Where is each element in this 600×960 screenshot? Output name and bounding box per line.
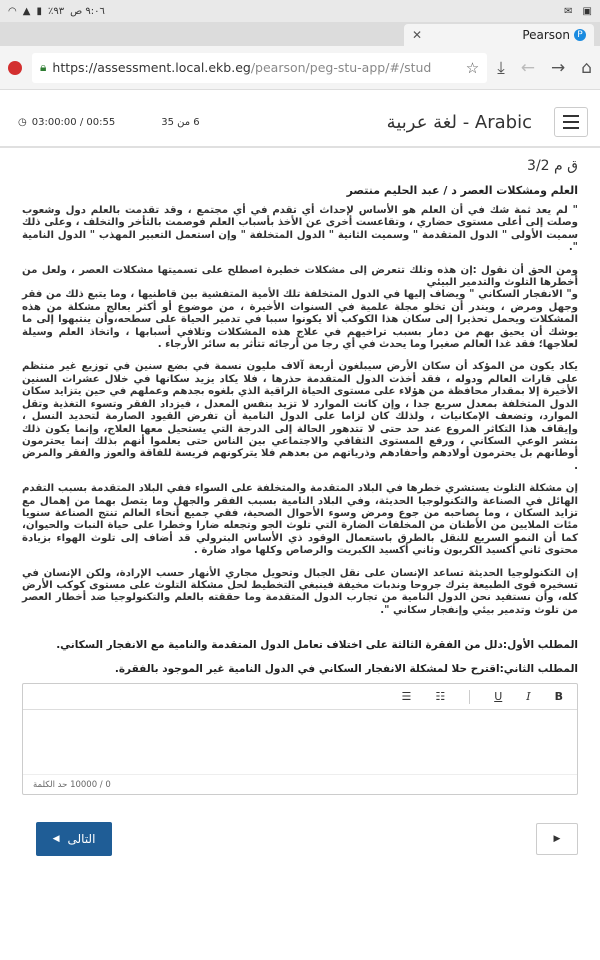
- italic-button[interactable]: I: [526, 690, 531, 704]
- status-left: [8, 6, 105, 17]
- browser-nav: [497, 58, 592, 78]
- passage-paragraph: يكاد يكون من المؤكد أن سكان الأرض سيبلغون أربعة آلاف مليون نسمة في بضع سنين في توزيع غير منتظم على قارات العالم ودوله ، فقد أخذت الدول المتقدمة حذرها ، فلا يكاد يزيد سكانها في خلال عشرات السنين الأخيرة إلا بمقدار محافظة من هؤلاء على مستوى الحياة الراقية الذي بلغوه بجدهم وعملهم في حين يتزايد سكان الدول المتخلفة بمعدل سريع جدا ، وإن كانت الموارد لا تزيد بنفس المعدل ، فيزداد الفقر وتسوء التغذية وتقل الموارد، وتضعف الإمكانيات ، ولذلك كان لزاما على الدول النامية أن تفرض القيود الصارمة لتحديد النسل ، وإيقاف هذا التكاثر المروع عند حد حتى لا تتدهور الحالة إلى الدرجة التي يستحيل معها العلاج، وإنما يكون ذلك بنشر الوعي السكاني ، ورفع المستوى الثقافي والاجتماعي بين الناس حتى يعلموا أنهم بذلك إنما يحترمون أوطانهم بل يحترمون أولادهم وأحفادهم وذرياتهم من بعدهم فلا يتركونهم فريسة للفاقة والعوز والفقر والمرض .: [22, 361, 578, 472]
- numbered-list-icon[interactable]: ☰: [401, 690, 412, 704]
- play-button[interactable]: [536, 823, 578, 855]
- home-icon[interactable]: ⌂: [581, 57, 592, 78]
- wifi-icon: ◠: [8, 5, 17, 17]
- back-icon[interactable]: ←: [520, 57, 535, 78]
- lock-icon: 🔒︎: [40, 60, 47, 74]
- page-title: Arabic - لغة عربية: [386, 111, 532, 133]
- bookmark-star-icon[interactable]: ☆: [465, 58, 480, 77]
- passage-paragraph: ومن الحق أن نقول :إن هذه وتلك تتعرض إلى مشكلات خطيرة اصطلح على تسميتها مشكلات العصر ، ولعل من أخطرها التلوث والتدمير البيئي: [22, 264, 578, 289]
- tab-bar: [0, 22, 600, 46]
- url-field[interactable]: [32, 53, 487, 83]
- battery-level: ٩٣٪: [47, 5, 65, 17]
- timer-text: 03:00:00 / 00:55: [31, 116, 116, 128]
- word-count: 0 / 10000 حد الكلمة: [23, 774, 577, 794]
- download-icon[interactable]: ⤓: [497, 57, 505, 78]
- hamburger-icon: [563, 115, 579, 117]
- passage-heading: العلم ومشكلات العصر د / عبد الحليم منتصر: [346, 184, 578, 197]
- next-button[interactable]: [36, 822, 112, 856]
- menu-button[interactable]: [554, 107, 588, 137]
- tab-title: Pearson: [522, 28, 570, 42]
- passage-paragraph: و" الانفجار السكاني " ويضاف إليها في الدول المتخلفة تلك الأمية المتفشية بين قاطنيها ، وما يتبع ذلك من فقر وجهل ومرض ، ويندر أن تخلو مجلة علمية في السنوات الأخيرة ، من موضوع أو أكثر يعالج مشكلة من هذه المشكلات ويحمل تحذيرا إلى سكان هذا الكوكب ألا يكونوا سببا في تدمير الحياة على سطحه،وأن ينتبهوا إلى ما يوشك أن يحيق بهم من دمار بسبب تراخيهم في علاج هذه المشكلات وتلافي أسبابها ، واتخاذ العلم وسيلة لعلاجها؛ فقد غدا العالم صغيرا وما يحدث في أي رجا من أرجائه تتأثر به سائر الأرجاء .: [22, 289, 578, 351]
- forward-icon[interactable]: →: [550, 57, 566, 78]
- status-bar: [0, 0, 600, 22]
- bold-button[interactable]: B: [554, 690, 563, 704]
- bottom-nav: [36, 822, 578, 856]
- answer-editor: [22, 683, 578, 795]
- clock-icon: ◷: [18, 116, 27, 128]
- bullet-list-icon[interactable]: ☷: [435, 690, 446, 704]
- play-icon: ▶: [553, 834, 561, 844]
- passage-paragraph: إن التكنولوجيا الحديثة تساعد الإنسان على نقل الجبال وتحويل مجاري الأنهار حسب الإرادة، ولكن الإنسان في تسخيره قوى الطبيعة يترك جروحا وندبات مخيفة فينبغي التخطيط لحل مشكلة التلوث على مستوى كوكب الأرض كله، وأن نستفيد نحن الدول النامية من تجارب الدول المتقدمة وما حققته بالعلم والتكنولوجيا ضد أخطار العصر من تلوث وتدمير بيئي وإنفجار سكاني ".: [22, 567, 578, 616]
- status-right: [564, 6, 592, 17]
- browser-tab[interactable]: [404, 24, 594, 46]
- close-tab-icon[interactable]: ✕: [412, 28, 423, 42]
- timer: [18, 117, 115, 128]
- editor-toolbar: [23, 684, 577, 710]
- passage-paragraph: إن مشكلة التلوث يستشري خطرها في البلاد المتقدمة والمتخلفة على السواء ففي البلاد المتقدمة بسبب التقدم الهائل في الصناعة والتكنولوجيا الحديثة، وفي البلاد النامية بسبب الفقر والجهل وما يتصل بهما من إهمال مع تزايد السكان ، وما يصاحبه من جوع ومرض وسوء الأحوال الصحية، ففي جميع أنحاء العالم تنتج الصناعة سنويا مئات الملايين من الأطنان من المخلفات الضارة التي تلوث الجو وتجعله ضارا وخطرا على حياة النبات والحيوان، كما أن النمو السريع للنقل بالطرق باستعمال الوقود ذي الأساس البترولي قد أضاف إلى تلوث الهواء بزيادة محتوى ثاني أكسيد الكربون وثاني أكسيد الكبريت والرصاص وكلها مواد ضارة .: [22, 483, 578, 557]
- question-content: [0, 158, 600, 795]
- requirement-1: المطلب الأول:دلل من الفقرة الثالثة على اختلاف تعامل الدول المتقدمة والنامية مع الانفجار السكاني.: [56, 639, 578, 652]
- next-arrow-icon: ◀: [52, 834, 60, 844]
- underline-button[interactable]: U: [494, 690, 503, 704]
- app-header: [0, 98, 600, 148]
- status-time: ٩:٠٦ ص: [70, 5, 105, 17]
- site-shield-icon[interactable]: [8, 61, 22, 75]
- passage-paragraph: " لم يعد ثمة شك في أن العلم هو الأساس لإحداث أي تقدم في أي مجتمع ، وقد تقدمت بالعلم دول وشعوب وصلت إلى أعلى مستوى حضاري ، وتقاعست أخرى عن الأخذ بأسباب العلم فوصمت بالتأخر والتخلف ، وعلى ذلك سميت الأولى " الدول المتقدمة " وسميت الثانية " الدول المتخلفة " وإن استعمل التعبير المهذب " الدول النامية ".: [22, 205, 578, 254]
- url-text[interactable]: https://assessment.local.ekb.eg/pearson/peg-stu-app/#/stud: [52, 60, 432, 75]
- pearson-favicon-icon: P: [574, 29, 586, 41]
- requirement-2: المطلب الثاني:اقترح حلا لمشكلة الانفجار السكاني في الدول النامية غير الموجود بالفقرة.: [114, 663, 578, 676]
- next-label: التالى: [67, 832, 96, 846]
- image-icon: ▣: [582, 5, 592, 17]
- toolbar-divider: [469, 690, 470, 704]
- signal-icon: ▲: [22, 5, 31, 17]
- answer-textarea[interactable]: [23, 710, 577, 774]
- question-count: 6 من 35: [161, 116, 200, 128]
- notification-icon: ✉: [564, 5, 573, 17]
- address-bar: [0, 46, 600, 90]
- battery-icon: ▮: [36, 5, 42, 17]
- question-number: ق م 3/2: [527, 158, 578, 174]
